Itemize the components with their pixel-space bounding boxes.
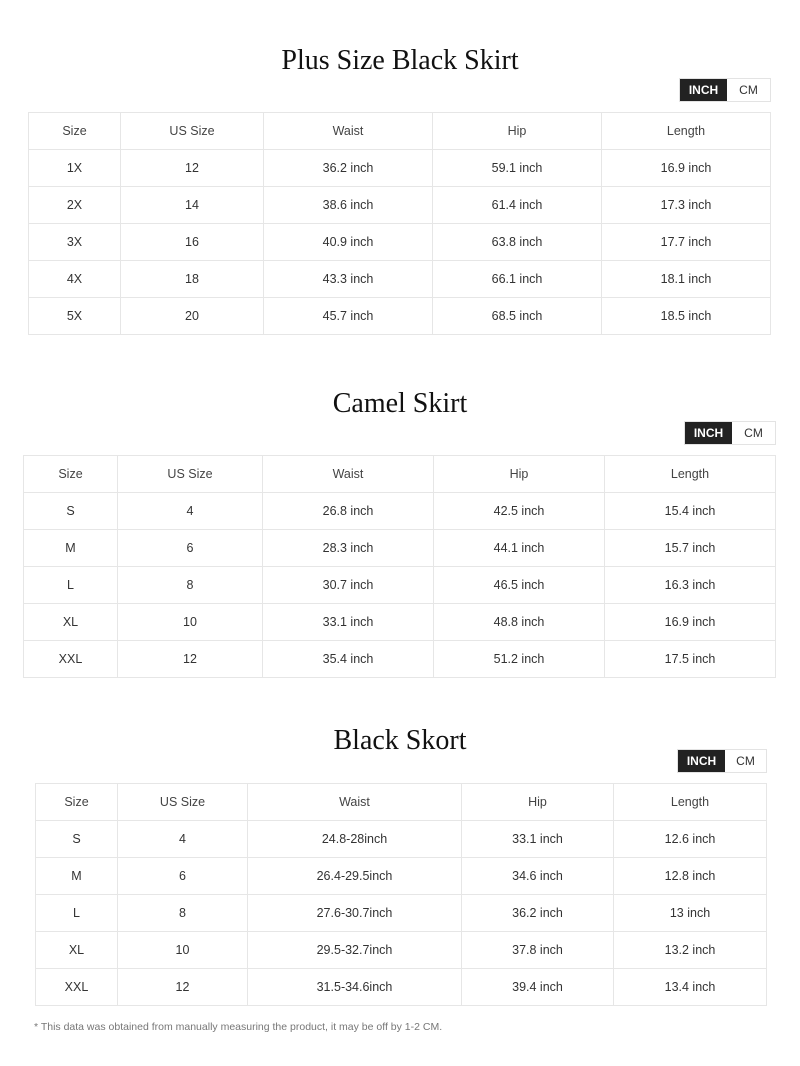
cell-size: 1X — [29, 150, 121, 187]
header-length: Length — [605, 456, 776, 493]
header-waist: Waist — [263, 456, 434, 493]
cm-unit-button[interactable]: CM — [725, 750, 766, 772]
cell-us-size: 18 — [121, 261, 264, 298]
cell-length: 15.4 inch — [605, 493, 776, 530]
cell-hip: 51.2 inch — [434, 641, 605, 678]
cell-us-size: 12 — [118, 641, 263, 678]
cell-us-size: 6 — [118, 858, 248, 895]
section-title-camel-skirt: Camel Skirt — [332, 388, 468, 419]
size-table-camel-skirt — [23, 455, 776, 678]
cell-us-size: 14 — [121, 187, 264, 224]
cell-hip: 34.6 inch — [462, 858, 614, 895]
cell-size: 3X — [29, 224, 121, 261]
cell-waist: 24.8-28inch — [248, 821, 462, 858]
header-waist: Waist — [248, 784, 462, 821]
cell-length: 15.7 inch — [605, 530, 776, 567]
cell-hip: 33.1 inch — [462, 821, 614, 858]
table-row — [24, 641, 776, 678]
table-row — [24, 604, 776, 641]
table-row — [24, 493, 776, 530]
cell-waist: 30.7 inch — [263, 567, 434, 604]
cell-size: XXL — [24, 641, 118, 678]
unit-toggle — [684, 421, 776, 445]
inch-unit-button[interactable]: INCH — [685, 422, 732, 444]
cell-hip: 39.4 inch — [462, 969, 614, 1006]
measurement-footnote: * This data was obtained from manually measuring the product, it may be off by 1-2 CM. — [34, 1021, 443, 1033]
header-size: Size — [24, 456, 118, 493]
unit-toggle — [677, 749, 767, 773]
cell-us-size: 8 — [118, 895, 248, 932]
cell-length: 17.5 inch — [605, 641, 776, 678]
cell-waist: 45.7 inch — [264, 298, 433, 335]
inch-unit-button[interactable]: INCH — [680, 79, 727, 101]
cm-unit-button[interactable]: CM — [732, 422, 775, 444]
table-row — [29, 224, 771, 261]
cell-hip: 46.5 inch — [434, 567, 605, 604]
table-header-row — [36, 784, 767, 821]
header-size: Size — [29, 113, 121, 150]
table-row — [36, 821, 767, 858]
cell-length: 13.4 inch — [614, 969, 767, 1006]
cell-length: 17.3 inch — [602, 187, 771, 224]
cell-waist: 40.9 inch — [264, 224, 433, 261]
cell-length: 18.1 inch — [602, 261, 771, 298]
cell-hip: 37.8 inch — [462, 932, 614, 969]
cell-length: 16.9 inch — [602, 150, 771, 187]
cell-hip: 66.1 inch — [433, 261, 602, 298]
inch-unit-button[interactable]: INCH — [678, 750, 725, 772]
cell-waist: 26.4-29.5inch — [248, 858, 462, 895]
unit-toggle — [679, 78, 771, 102]
size-table-black-skort — [35, 783, 767, 1006]
table-row — [29, 261, 771, 298]
table-row — [29, 298, 771, 335]
header-hip: Hip — [434, 456, 605, 493]
cell-waist: 33.1 inch — [263, 604, 434, 641]
cell-hip: 42.5 inch — [434, 493, 605, 530]
table-header-row — [24, 456, 776, 493]
cell-waist: 26.8 inch — [263, 493, 434, 530]
cell-us-size: 16 — [121, 224, 264, 261]
cell-size: L — [36, 895, 118, 932]
cell-size: XXL — [36, 969, 118, 1006]
section-title-plus-size-black-skirt: Plus Size Black Skirt — [281, 45, 519, 76]
cell-waist: 31.5-34.6inch — [248, 969, 462, 1006]
cell-size: S — [24, 493, 118, 530]
cell-size: 4X — [29, 261, 121, 298]
cell-size: XL — [24, 604, 118, 641]
cell-waist: 29.5-32.7inch — [248, 932, 462, 969]
cell-length: 16.9 inch — [605, 604, 776, 641]
cell-length: 13.2 inch — [614, 932, 767, 969]
table-row — [24, 530, 776, 567]
table-row — [29, 150, 771, 187]
cell-waist: 38.6 inch — [264, 187, 433, 224]
cell-us-size: 12 — [118, 969, 248, 1006]
table-row — [36, 969, 767, 1006]
table-row — [29, 187, 771, 224]
cell-us-size: 20 — [121, 298, 264, 335]
cell-waist: 36.2 inch — [264, 150, 433, 187]
header-length: Length — [602, 113, 771, 150]
cell-hip: 48.8 inch — [434, 604, 605, 641]
cell-size: XL — [36, 932, 118, 969]
cell-size: M — [24, 530, 118, 567]
header-size: Size — [36, 784, 118, 821]
cell-us-size: 6 — [118, 530, 263, 567]
cell-size: L — [24, 567, 118, 604]
header-hip: Hip — [462, 784, 614, 821]
header-hip: Hip — [433, 113, 602, 150]
cell-waist: 28.3 inch — [263, 530, 434, 567]
size-table-plus-size-black-skirt — [28, 112, 771, 335]
cell-length: 17.7 inch — [602, 224, 771, 261]
cell-us-size: 8 — [118, 567, 263, 604]
cell-length: 13 inch — [614, 895, 767, 932]
header-us-size: US Size — [118, 456, 263, 493]
cell-us-size: 10 — [118, 604, 263, 641]
cell-size: M — [36, 858, 118, 895]
table-row — [24, 567, 776, 604]
cell-length: 12.6 inch — [614, 821, 767, 858]
cell-length: 18.5 inch — [602, 298, 771, 335]
table-header-row — [29, 113, 771, 150]
header-waist: Waist — [264, 113, 433, 150]
cell-hip: 63.8 inch — [433, 224, 602, 261]
cell-hip: 36.2 inch — [462, 895, 614, 932]
header-us-size: US Size — [118, 784, 248, 821]
cell-hip: 44.1 inch — [434, 530, 605, 567]
header-length: Length — [614, 784, 767, 821]
cell-us-size: 4 — [118, 821, 248, 858]
table-row — [36, 895, 767, 932]
cell-us-size: 10 — [118, 932, 248, 969]
header-us-size: US Size — [121, 113, 264, 150]
cm-unit-button[interactable]: CM — [727, 79, 770, 101]
cell-waist: 35.4 inch — [263, 641, 434, 678]
cell-size: 5X — [29, 298, 121, 335]
table-row — [36, 932, 767, 969]
cell-hip: 68.5 inch — [433, 298, 602, 335]
cell-hip: 61.4 inch — [433, 187, 602, 224]
cell-hip: 59.1 inch — [433, 150, 602, 187]
cell-us-size: 4 — [118, 493, 263, 530]
table-row — [36, 858, 767, 895]
cell-waist: 27.6-30.7inch — [248, 895, 462, 932]
section-title-black-skort: Black Skort — [333, 725, 467, 756]
cell-size: 2X — [29, 187, 121, 224]
cell-waist: 43.3 inch — [264, 261, 433, 298]
cell-length: 16.3 inch — [605, 567, 776, 604]
cell-us-size: 12 — [121, 150, 264, 187]
cell-size: S — [36, 821, 118, 858]
cell-length: 12.8 inch — [614, 858, 767, 895]
